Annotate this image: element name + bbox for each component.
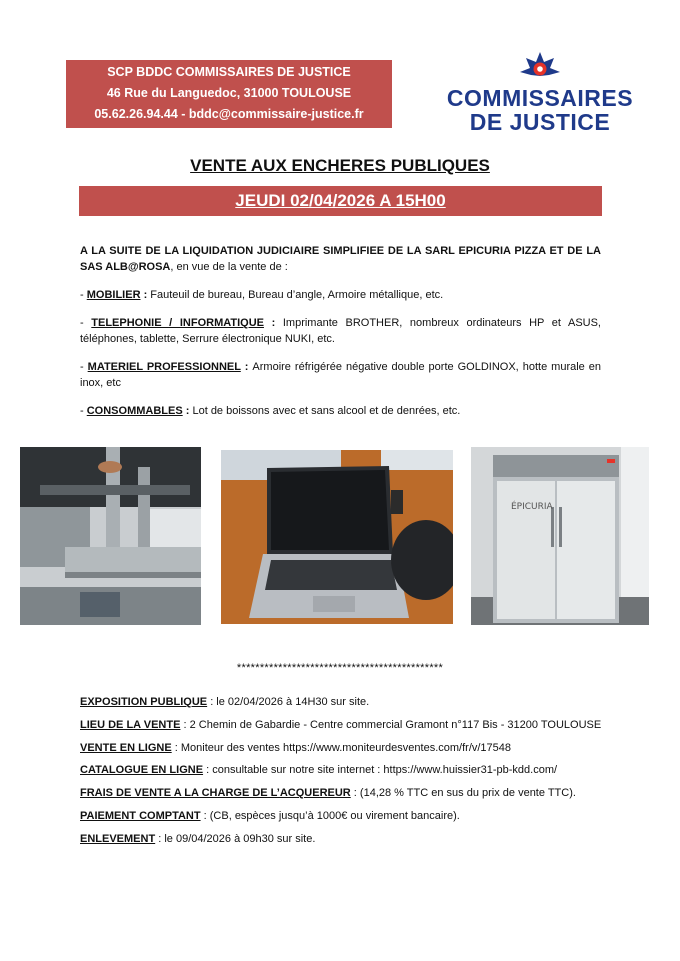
- info-row: [80, 762, 620, 785]
- lot-sep: :: [140, 289, 151, 301]
- info-row: [80, 785, 620, 808]
- info-text: : consultable sur notre site internet : https://www.huissier31-pb-kdd.com/: [203, 764, 558, 777]
- lot-text: Imprimante BROTHER, nombreux ordinateurs HP et ASUS, téléphones, tablette, Serrure électronique NUKI, etc.: [80, 317, 601, 345]
- intro-rest: , en vue de la vente de :: [170, 261, 288, 273]
- laptop-photo: [221, 450, 453, 624]
- intro-paragraph: [80, 243, 601, 275]
- lot-item: - TELEPHONIE / INFORMATIQUE : Imprimante BROTHER, nombreux ordinateurs HP et ASUS, téléphones, tablette, Serrure électronique NUKI, etc.: [80, 317, 601, 345]
- info-text: : (CB, espèces jusqu’à 1000€ ou virement bancaire).: [200, 809, 460, 822]
- lot-text: Armoire réfrigérée négative double porte GOLDINOX, hotte murale en inox, etc: [80, 361, 602, 389]
- info-row: [80, 694, 620, 717]
- lot-sep: :: [263, 317, 283, 329]
- fridge-brand-label: ÉPICURIA: [511, 502, 553, 512]
- commissaires-logo: [440, 50, 640, 140]
- info-text: : le 09/04/2026 à 09h30 sur site.: [155, 832, 316, 845]
- lot-label: MATERIEL PROFESSIONNEL: [87, 361, 241, 373]
- info-text: : le 02/04/2026 à 14H30 sur site.: [207, 696, 370, 708]
- logo-line-2: DE JUSTICE: [469, 109, 611, 135]
- kitchen-hood-photo: [20, 447, 201, 625]
- info-label: ENLEVEMENT: [80, 832, 156, 845]
- lot-item: - MOBILIER : Fauteuil de bureau, Bureau d’angle, Armoire métallique, etc.: [80, 289, 444, 301]
- info-label: CATALOGUE EN LIGNE: [80, 764, 204, 777]
- lot-label: CONSOMMABLES: [86, 405, 183, 417]
- lot-label: TELEPHONIE / INFORMATIQUE: [91, 317, 264, 329]
- logo-line-1: COMMISSAIRES: [446, 85, 634, 111]
- office-name: SCP BDDC COMMISSAIRES DE JUSTICE: [107, 65, 351, 79]
- refrigerator-photo: [471, 447, 649, 625]
- lot-sep: :: [182, 405, 193, 417]
- info-label: FRAIS DE VENTE A LA CHARGE DE L’ACQUEREUR: [80, 787, 351, 800]
- info-row: [80, 740, 620, 763]
- info-text: : 2 Chemin de Gabardie - Centre commercial Gramont n°117 Bis - 31200 TOULOUSE: [180, 718, 602, 731]
- info-label: EXPOSITION PUBLIQUE: [80, 696, 208, 708]
- office-address: 46 Rue du Languedoc, 31000 TOULOUSE: [106, 86, 352, 100]
- info-text: : (14,28 % TTC en sus du prix de vente TTC).: [350, 787, 576, 800]
- info-row: [80, 808, 620, 831]
- info-row: [80, 717, 620, 740]
- info-row: [80, 831, 620, 854]
- star-separator: *********************************************: [236, 662, 444, 674]
- sale-info-list: [80, 694, 620, 854]
- office-contact: 05.62.26.94.44 - bddc@commissaire-justice.fr: [94, 107, 364, 121]
- info-label: VENTE EN LIGNE: [80, 741, 172, 754]
- lot-sep: :: [240, 361, 253, 373]
- marianne-star-logo-icon: [518, 50, 562, 86]
- lot-text: Fauteuil de bureau, Bureau d’angle, Armoire métallique, etc.: [150, 289, 444, 301]
- office-header: [66, 60, 392, 128]
- lot-text: Lot de boissons avec et sans alcool et de denrées, etc.: [192, 405, 461, 417]
- sale-description: [80, 243, 601, 431]
- info-text: : Moniteur des ventes https://www.moniteurdesventes.com/fr/v/17548: [171, 741, 512, 754]
- lot-item: - CONSOMMABLES : Lot de boissons avec et sans alcool et de denrées, etc.: [80, 405, 461, 417]
- lot-label: MOBILIER: [86, 289, 141, 301]
- intro-bold: A LA SUITE DE LA LIQUIDATION JUDICIAIRE SIMPLIFIEE DE LA SARL EPICURIA PIZZA ET DE LA SAS ALB@ROSA: [80, 245, 601, 273]
- sale-date-banner: JEUDI 02/04/2026 A 15H00: [79, 186, 602, 216]
- lot-item: - MATERIEL PROFESSIONNEL : Armoire réfrigérée négative double porte GOLDINOX, hotte murale en inox, etc: [80, 361, 602, 389]
- page-title: VENTE AUX ENCHERES PUBLIQUES: [190, 156, 490, 175]
- info-label: LIEU DE LA VENTE: [80, 718, 181, 731]
- info-label: PAIEMENT COMPTANT: [80, 809, 201, 822]
